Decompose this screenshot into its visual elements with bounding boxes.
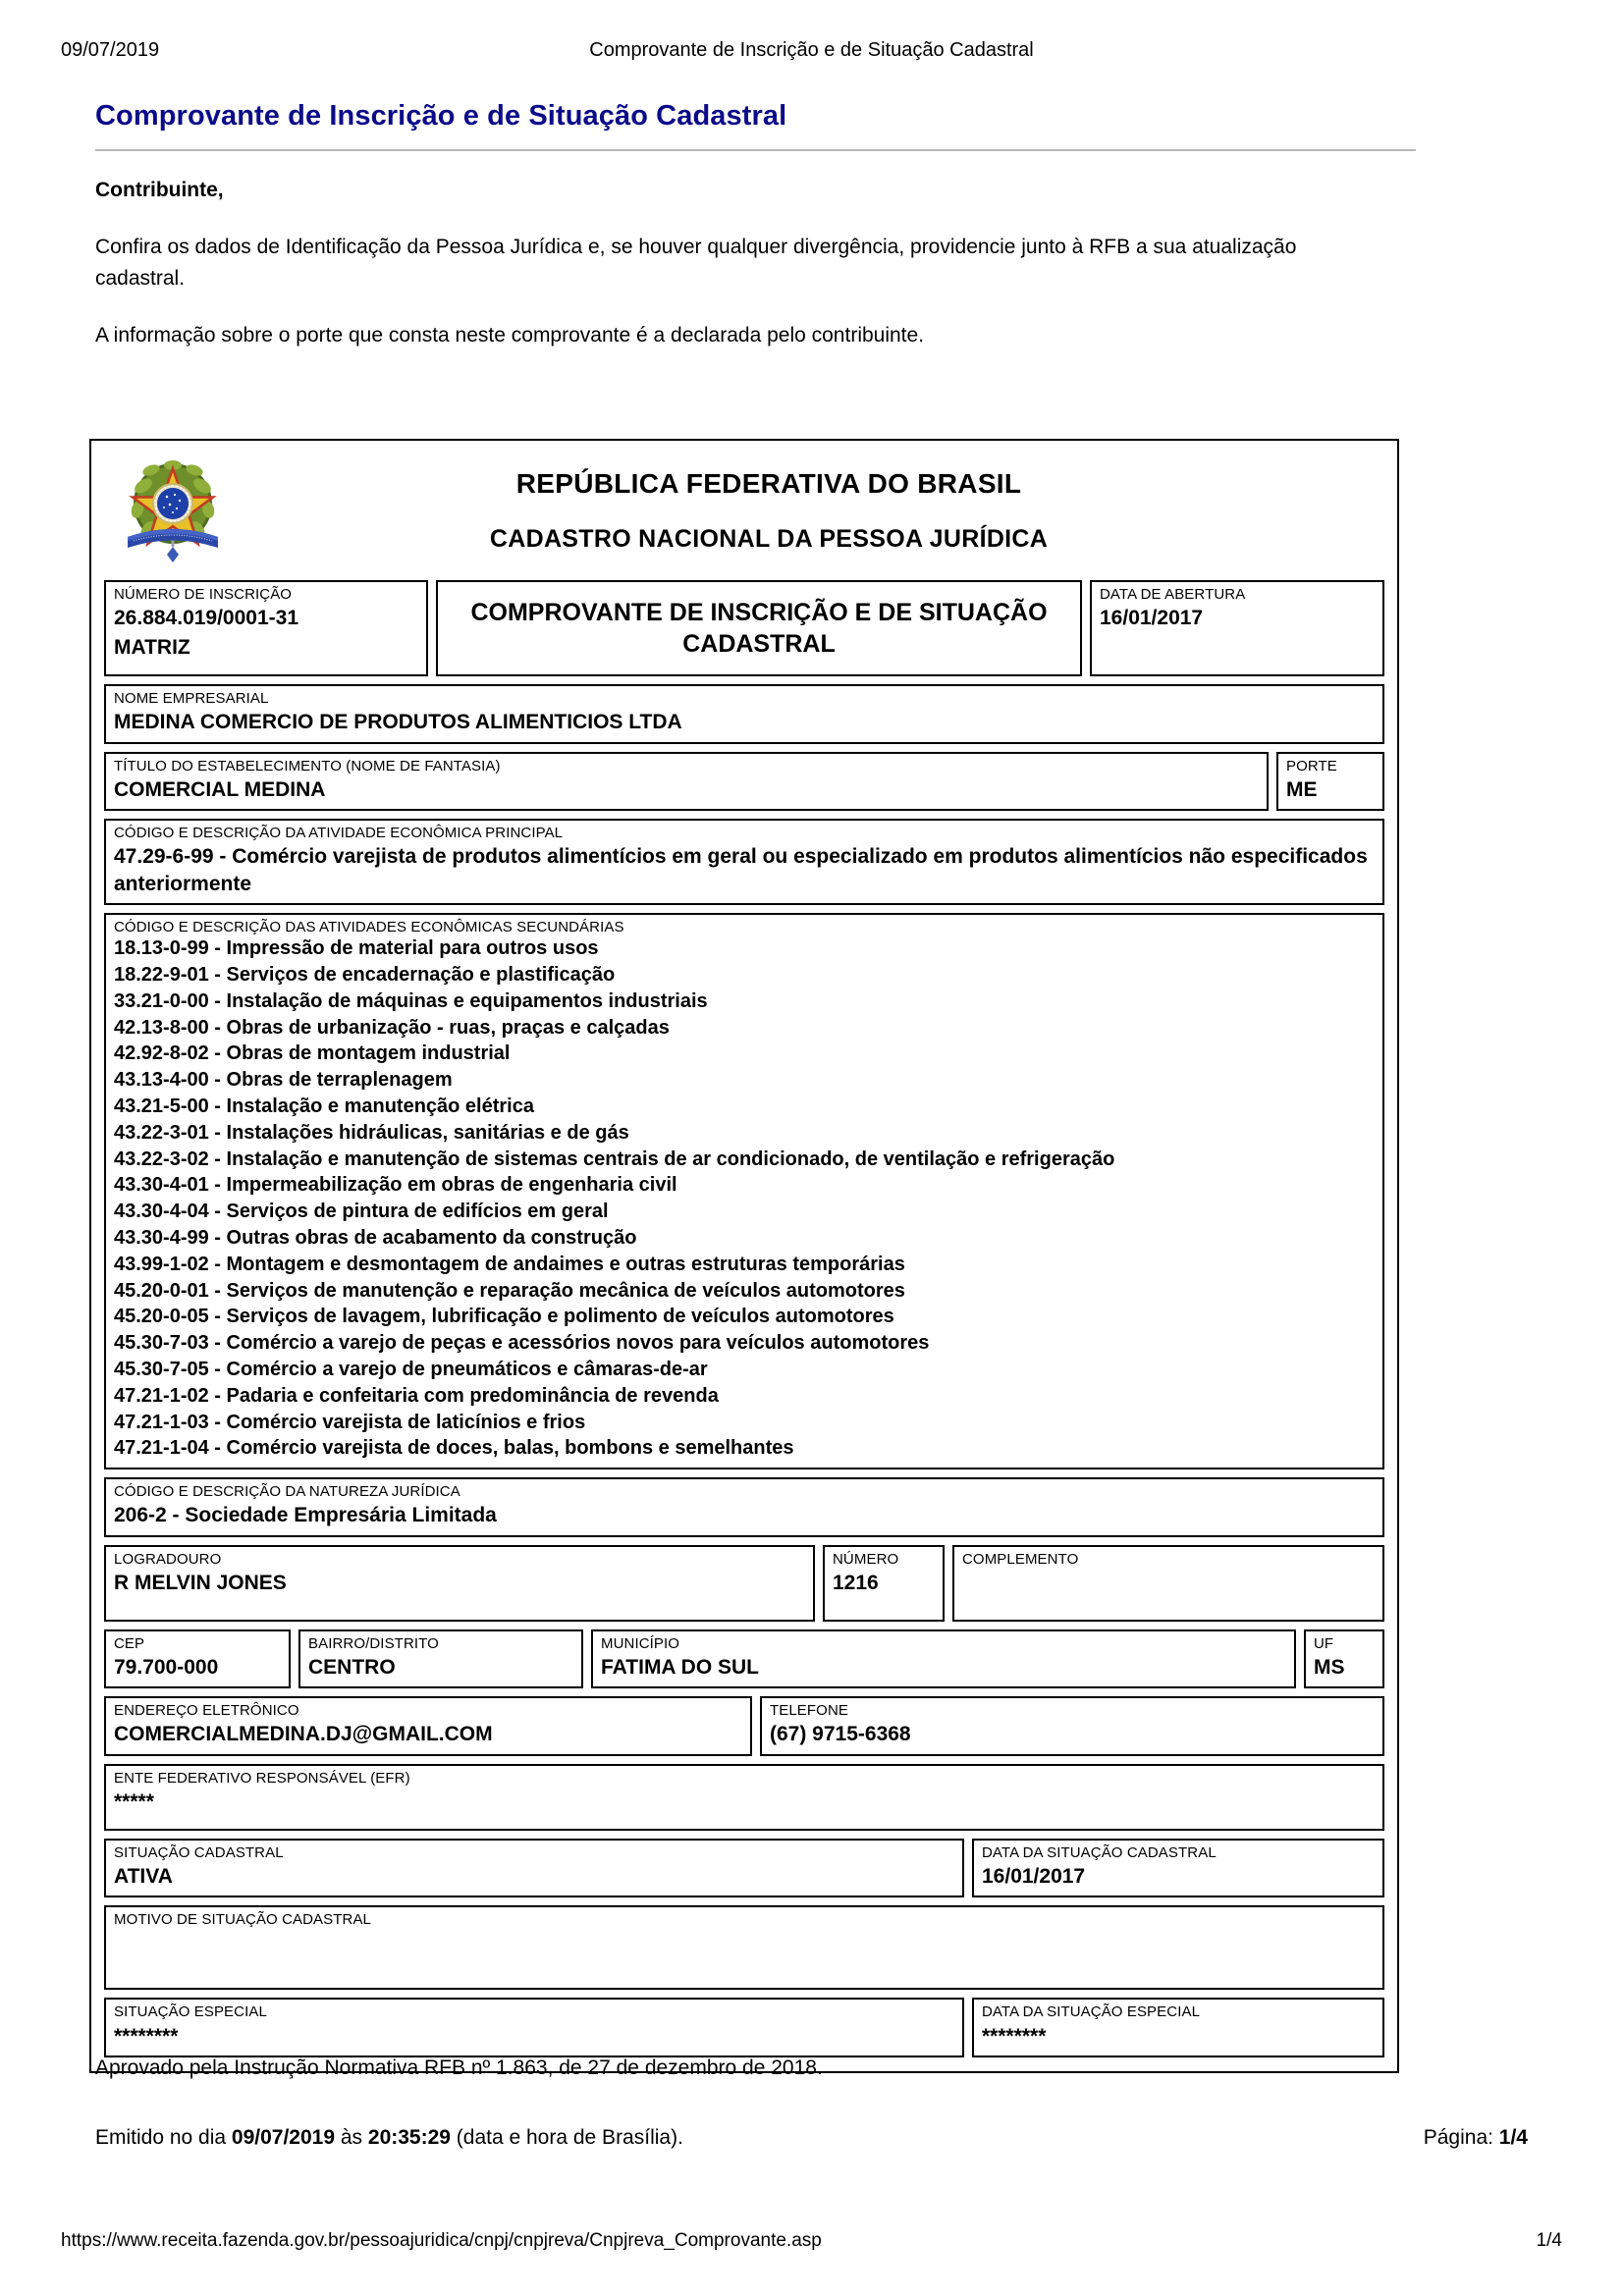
label-complemento: COMPLEMENTO (962, 1550, 1079, 1568)
emitted-time: 20:35:29 (367, 2126, 451, 2149)
field-municipio (591, 1629, 1296, 1689)
value-logradouro: R MELVIN JONES (114, 1571, 287, 1594)
emitted-suffix: (data e hora de Brasília). (450, 2126, 683, 2149)
emitted-date: 09/07/2019 (231, 2126, 336, 2149)
spacer (583, 1629, 591, 1689)
row-atividade-principal (104, 819, 1384, 905)
atividade-secundaria-item: 47.21-1-04 - Comércio varejista de doces, balas, bombons e semelhantes (114, 1437, 794, 1460)
atividade-secundaria-item: 45.20-0-05 - Serviços de lavagem, lubrificação e polimento de veículos automotores (114, 1306, 894, 1328)
field-endereco-eletronico (104, 1696, 752, 1756)
row-endereco (104, 1545, 1384, 1622)
atividade-secundaria-item: 43.13-4-00 - Obras de terraplenagem (114, 1069, 453, 1092)
certificate-header (104, 453, 1384, 580)
certificate-frame (89, 439, 1399, 2073)
label-atividades-secundarias: CÓDIGO E DESCRIÇÃO DAS ATIVIDADES ECONÔMICAS SECUNDÁRIAS (114, 918, 624, 935)
atividade-secundaria-item: 43.99-1-02 - Montagem e desmontagem de andaimes e outras estruturas temporárias (114, 1253, 905, 1275)
page-indicator (1424, 2126, 1528, 2150)
spacer (1082, 580, 1090, 676)
row-situacao-cadastral (104, 1839, 1384, 1898)
value-municipio: FATIMA DO SUL (601, 1655, 759, 1679)
value-telefone: (67) 9715-6368 (770, 1723, 911, 1746)
field-data-situacao-especial (972, 1998, 1384, 2057)
intro-paragraph-1: Confira os dados de Identificação da Pessoa Jurídica e, se houver qualquer divergência, providencie junto à RFB a sua atualização cadastral. (95, 235, 1297, 290)
row-nome-empresarial (104, 684, 1384, 744)
print-header-date: 09/07/2019 (61, 39, 160, 61)
row-inscricao (104, 580, 1384, 676)
label-nome-empresarial: NOME EMPRESARIAL (114, 690, 269, 707)
atividade-secundaria-item: 43.21-5-00 - Instalação e manutenção elétrica (114, 1095, 534, 1117)
value-uf: MS (1314, 1655, 1345, 1679)
value-matriz: MATRIZ (114, 635, 190, 659)
label-endereco-eletronico: ENDEREÇO ELETRÔNICO (114, 1702, 299, 1720)
field-situacao-especial (104, 1998, 964, 2057)
value-cep: 79.700-000 (114, 1655, 219, 1679)
spacer (752, 1696, 760, 1756)
value-endereco-eletronico: COMERCIALMEDINA.DJ@GMAIL.COM (114, 1723, 493, 1746)
registry-line: CADASTRO NACIONAL DA PESSOA JURÍDICA (489, 524, 1049, 553)
value-porte: ME (1286, 777, 1318, 801)
atividade-secundaria-item: 47.21-1-02 - Padaria e confeitaria com predominância de revenda (114, 1384, 719, 1407)
label-situacao-especial: SITUAÇÃO ESPECIAL (114, 2003, 267, 2021)
field-motivo-situacao (104, 1905, 1384, 1990)
spacer (945, 1545, 952, 1622)
atividades-secundarias-list (114, 935, 1375, 1462)
spacer (964, 1839, 972, 1898)
field-telefone (760, 1696, 1384, 1756)
page-footer-number: 1/4 (1536, 2230, 1562, 2251)
label-numero: NÚMERO (833, 1550, 899, 1568)
label-motivo-situacao: MOTIVO DE SITUAÇÃO CADASTRAL (114, 1911, 372, 1929)
atividade-secundaria-item: 45.20-0-01 - Serviços de manutenção e reparação mecânica de veículos automotores (114, 1279, 905, 1302)
value-nome-empresarial: MEDINA COMERCIO DE PRODUTOS ALIMENTICIOS LTDA (114, 711, 682, 734)
label-porte: PORTE (1286, 757, 1337, 774)
atividade-secundaria-item: 45.30-7-05 - Comércio a varejo de pneumáticos e câmaras-de-ar (114, 1358, 708, 1380)
row-efr (104, 1764, 1384, 1831)
value-data-abertura: 16/01/2017 (1100, 607, 1204, 630)
row-situacao-especial (104, 1998, 1384, 2057)
label-telefone: TELEFONE (770, 1702, 848, 1720)
field-logradouro (104, 1545, 815, 1622)
field-bairro (298, 1629, 583, 1689)
value-natureza-juridica: 206-2 - Sociedade Empresária Limitada (114, 1504, 497, 1527)
value-atividade-principal: 47.29-6-99 - Comércio varejista de produtos alimentícios em geral ou especializado em produtos alimentícios não especificados anteriormente (114, 845, 1368, 895)
certificate-header-text (222, 468, 1384, 554)
field-complemento (952, 1545, 1384, 1622)
brazil-coat-of-arms-icon (124, 456, 222, 564)
field-titulo-estabelecimento (104, 752, 1269, 812)
certificate-main-title: COMPROVANTE DE INSCRIÇÃO E DE SITUAÇÃO CADASTRAL (436, 580, 1082, 676)
field-atividade-principal (104, 819, 1384, 905)
label-efr: ENTE FEDERATIVO RESPONSÁVEL (EFR) (114, 1769, 410, 1787)
field-natureza-juridica (104, 1477, 1384, 1537)
approval-note: Aprovado pela Instrução Normativa RFB nº 1.863, de 27 de dezembro de 2018. (95, 2056, 823, 2079)
spacer (1269, 752, 1276, 812)
value-situacao-cadastral: ATIVA (114, 1865, 173, 1889)
field-efr (104, 1764, 1384, 1831)
row-motivo-situacao (104, 1905, 1384, 1990)
republic-line: REPÚBLICA FEDERATIVA DO BRASIL (515, 467, 1022, 499)
label-cep: CEP (114, 1634, 145, 1652)
row-atividades-secundarias (104, 913, 1384, 1469)
atividade-secundaria-item: 18.13-0-99 - Impressão de material para outros usos (114, 937, 599, 960)
field-situacao-cadastral (104, 1839, 964, 1898)
value-numero: 1216 (833, 1571, 879, 1594)
page-title: Comprovante de Inscrição e de Situação Cadastral (95, 100, 787, 132)
atividade-secundaria-item: 43.30-4-99 - Outras obras de acabamento da construção (114, 1226, 637, 1249)
emission-note (95, 2126, 683, 2150)
atividade-secundaria-item: 18.22-9-01 - Serviços de encadernação e plastificação (114, 963, 616, 986)
field-cep (104, 1629, 291, 1689)
value-data-situacao-especial: ******** (982, 2024, 1047, 2048)
field-nome-empresarial (104, 684, 1384, 744)
label-logradouro: LOGRADOURO (114, 1550, 222, 1568)
value-numero-inscricao: 26.884.019/0001-31 (114, 607, 299, 630)
intro-lead: Contribuinte, (95, 179, 224, 201)
spacer (964, 1998, 972, 2057)
label-uf: UF (1314, 1634, 1334, 1652)
emitted-mid: às (335, 2126, 368, 2149)
row-fantasia-porte (104, 752, 1384, 812)
value-data-situacao-cadastral: 16/01/2017 (982, 1865, 1086, 1889)
field-atividades-secundarias (104, 913, 1384, 1469)
atividade-secundaria-item: 47.21-1-03 - Comércio varejista de laticínios e frios (114, 1411, 586, 1433)
label-numero-inscricao: NÚMERO DE INSCRIÇÃO (114, 586, 293, 603)
label-bairro: BAIRRO/DISTRITO (308, 1634, 439, 1652)
label-natureza-juridica: CÓDIGO E DESCRIÇÃO DA NATUREZA JURÍDICA (114, 1483, 460, 1501)
atividade-secundaria-item: 45.30-7-03 - Comércio a varejo de peças e acessórios novos para veículos automotores (114, 1332, 930, 1355)
value-efr: ***** (114, 1790, 154, 1814)
page-value: 1/4 (1498, 2126, 1528, 2149)
atividade-secundaria-item: 42.13-8-00 - Obras de urbanização - ruas, praças e calçadas (114, 1016, 670, 1039)
label-data-situacao-cadastral: DATA DA SITUAÇÃO CADASTRAL (982, 1843, 1217, 1861)
value-bairro: CENTRO (308, 1655, 396, 1679)
field-porte (1276, 752, 1384, 812)
atividade-secundaria-item: 33.21-0-00 - Instalação de máquinas e equipamentos industriais (114, 989, 708, 1012)
field-data-abertura (1090, 580, 1384, 676)
emitted-prefix: Emitido no dia (95, 2126, 232, 2149)
intro-paragraph-2: A informação sobre o porte que consta neste comprovante é a declarada pelo contribuinte. (95, 323, 925, 347)
atividade-secundaria-item: 43.22-3-01 - Instalações hidráulicas, sanitárias e de gás (114, 1121, 629, 1144)
label-atividade-principal: CÓDIGO E DESCRIÇÃO DA ATIVIDADE ECONÔMICA PRINCIPAL (114, 825, 564, 842)
spacer (815, 1545, 823, 1622)
row-cep-municipio (104, 1629, 1384, 1689)
field-uf (1304, 1629, 1384, 1689)
field-data-situacao-cadastral (972, 1839, 1384, 1898)
print-header-title: Comprovante de Inscrição e de Situação Cadastral (589, 39, 1034, 61)
row-contato (104, 1696, 1384, 1756)
label-municipio: MUNICÍPIO (601, 1634, 680, 1652)
intro-block (95, 175, 1391, 377)
value-situacao-especial: ******** (114, 2024, 179, 2048)
label-data-abertura: DATA DE ABERTURA (1100, 586, 1246, 603)
field-numero-inscricao (104, 580, 428, 676)
label-situacao-cadastral: SITUAÇÃO CADASTRAL (114, 1843, 284, 1861)
spacer (1296, 1629, 1304, 1689)
label-data-situacao-especial: DATA DA SITUAÇÃO ESPECIAL (982, 2003, 1201, 2021)
atividade-secundaria-item: 43.22-3-02 - Instalação e manutenção de sistemas centrais de ar condicionado, de ventilação e refrigeração (114, 1148, 1115, 1170)
spacer (428, 580, 436, 676)
spacer (291, 1629, 298, 1689)
field-numero (823, 1545, 945, 1622)
value-titulo-estabelecimento: COMERCIAL MEDINA (114, 777, 326, 801)
atividade-secundaria-item: 42.92-8-02 - Obras de montagem industrial (114, 1042, 511, 1065)
page-label: Página: (1423, 2126, 1499, 2149)
row-natureza-juridica (104, 1477, 1384, 1537)
atividade-secundaria-item: 43.30-4-04 - Serviços de pintura de edifícios em geral (114, 1201, 609, 1223)
title-divider (95, 149, 1416, 151)
label-titulo-estabelecimento: TÍTULO DO ESTABELECIMENTO (NOME DE FANTASIA) (114, 757, 501, 774)
atividade-secundaria-item: 43.30-4-01 - Impermeabilização em obras de engenharia civil (114, 1174, 677, 1197)
source-url: https://www.receita.fazenda.gov.br/pessoajuridica/cnpj/cnpjreva/Cnpjreva_Comprovante.asp (61, 2230, 822, 2251)
